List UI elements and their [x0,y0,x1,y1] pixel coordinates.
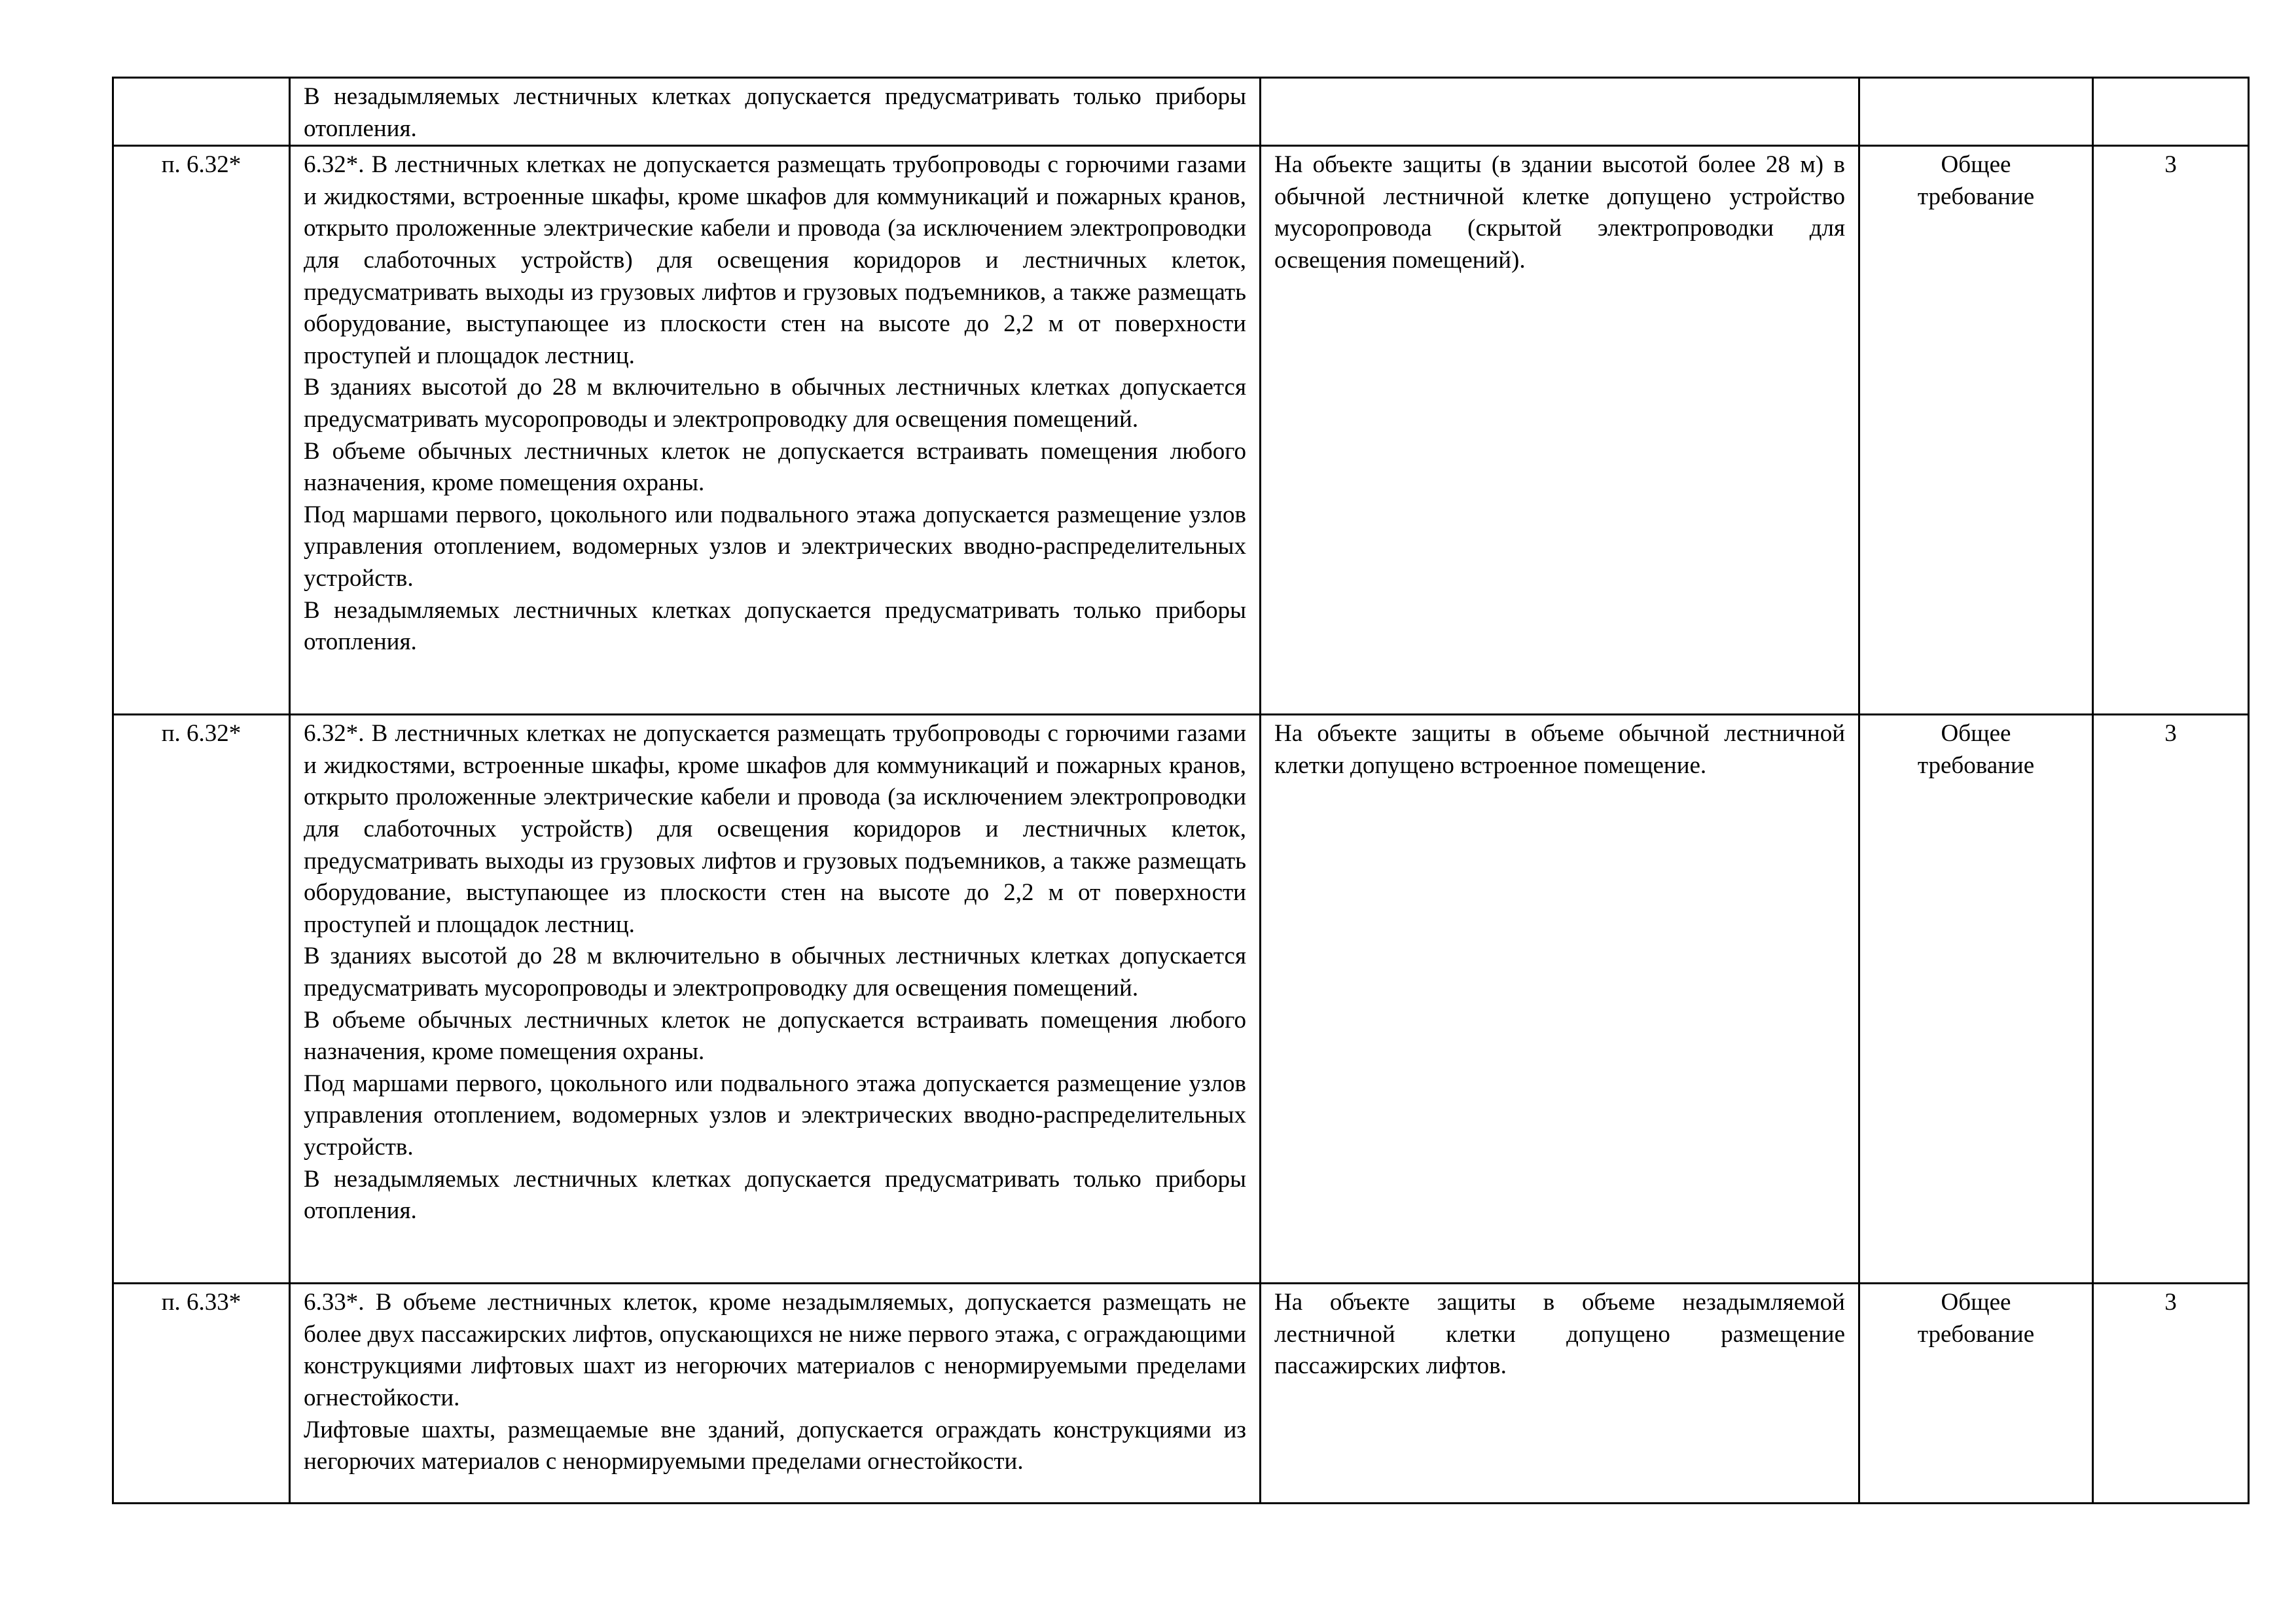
violation-cell [1261,146,1859,715]
requirement-paragraph: В зданиях высотой до 28 м включительно в обычных лестничных клетках допускается предусматривать мусоропроводы и электропроводку для освещения помещений. [304,374,1246,433]
requirement-paragraph: В объеме обычных лестничных клеток не допускается встраивать помещения любого назначения, кроме помещения охраны. [304,1006,1246,1066]
requirement-paragraph: 6.33*. В объеме лестничных клеток, кроме незадымляемых, допускается размещать не более двух пассажирских лифтов, опускающихся не ниже первого этажа, с ограждающими конструкциями лифтовых шахт из негорючих материалов с ненормируемыми пределами огнестойкости. [304,1289,1246,1411]
requirement-cell [290,78,1261,146]
requirement-type-cell [1859,146,2093,715]
requirement-paragraph: В объеме обычных лестничных клеток не допускается встраивать помещения любого назначения, кроме помещения охраны. [304,437,1246,497]
severity-cell [2093,78,2249,146]
clause-cell: п. 6.33* [113,1284,290,1504]
requirement-cell [290,146,1261,715]
requirement-type-text: Общее требование [1917,720,2035,779]
requirement-paragraph: В незадымляемых лестничных клетках допускается предусматривать только приборы отопления. [304,83,1246,142]
violation-text: На объекте защиты в объеме обычной лестничной клетки допущено встроенное помещение. [1274,720,1845,779]
violation-cell [1261,78,1859,146]
table-row [113,78,2249,146]
requirement-type-text: Общее требование [1917,1289,2035,1348]
requirement-paragraph: В незадымляемых лестничных клетках допускается предусматривать только приборы отопления. [304,1165,1246,1225]
clause-cell: п. 6.32* [113,715,290,1284]
requirement-type-cell [1859,1284,2093,1504]
requirement-cell [290,1284,1261,1504]
requirement-paragraph: В незадымляемых лестничных клетках допускается предусматривать только приборы отопления. [304,596,1246,656]
requirement-paragraph: 6.32*. В лестничных клетках не допускается размещать трубопроводы с горючими газами и жидкостями, встроенные шкафы, кроме шкафов для коммуникаций и пожарных кранов, открыто проложенные электрические кабели и провода (за исключением электропроводки для слаботочных устройств) для освещения коридоров и лестничных клеток, предусматривать выходы из грузовых лифтов и грузовых подъемников, а также размещать оборудование, выступающее из плоскости стен на высоте до 2,2 м от поверхности проступей и площадок лестниц. [304,720,1246,938]
severity-cell: 3 [2093,1284,2249,1504]
clause-cell: п. 6.32* [113,146,290,715]
clause-cell [113,78,290,146]
violation-text: На объекте защиты в объеме незадымляемой лестничной клетки допущено размещение пассажирских лифтов. [1274,1289,1845,1380]
violation-text: На объекте защиты (в здании высотой более 28 м) в обычной лестничной клетке допущено устройство мусоропровода (скрытой электропроводки для освещения помещений). [1274,151,1845,274]
table-row [113,715,2249,1284]
requirement-paragraph: Под маршами первого, цокольного или подвального этажа допускается размещение узлов управления отоплением, водомерных узлов и электрических вводно-распределительных устройств. [304,501,1246,592]
requirement-paragraph: В зданиях высотой до 28 м включительно в обычных лестничных клетках допускается предусматривать мусоропроводы и электропроводку для освещения помещений. [304,943,1246,1001]
violation-cell [1261,1284,1859,1504]
requirement-type-cell [1859,715,2093,1284]
requirement-type-cell [1859,78,2093,146]
severity-cell: 3 [2093,715,2249,1284]
severity-cell: 3 [2093,146,2249,715]
table-row [113,146,2249,715]
violation-cell [1261,715,1859,1284]
requirement-paragraph: Лифтовые шахты, размещаемые вне зданий, допускается ограждать конструкциями из негорючих материалов с ненормируемыми пределами огнестойкости. [304,1416,1246,1475]
requirement-paragraph: 6.32*. В лестничных клетках не допускается размещать трубопроводы с горючими газами и жидкостями, встроенные шкафы, кроме шкафов для коммуникаций и пожарных кранов, открыто проложенные электрические кабели и провода (за исключением электропроводки для слаботочных устройств) для освещения коридоров и лестничных клеток, предусматривать выходы из грузовых лифтов и грузовых подъемников, а также размещать оборудование, выступающее из плоскости стен на высоте до 2,2 м от поверхности проступей и площадок лестниц. [304,151,1246,369]
requirement-paragraph: Под маршами первого, цокольного или подвального этажа допускается размещение узлов управления отоплением, водомерных узлов и электрических вводно-распределительных устройств. [304,1070,1246,1161]
requirement-cell [290,715,1261,1284]
requirements-table [112,77,2250,1504]
requirement-type-text: Общее требование [1917,151,2035,210]
table-row [113,1284,2249,1504]
